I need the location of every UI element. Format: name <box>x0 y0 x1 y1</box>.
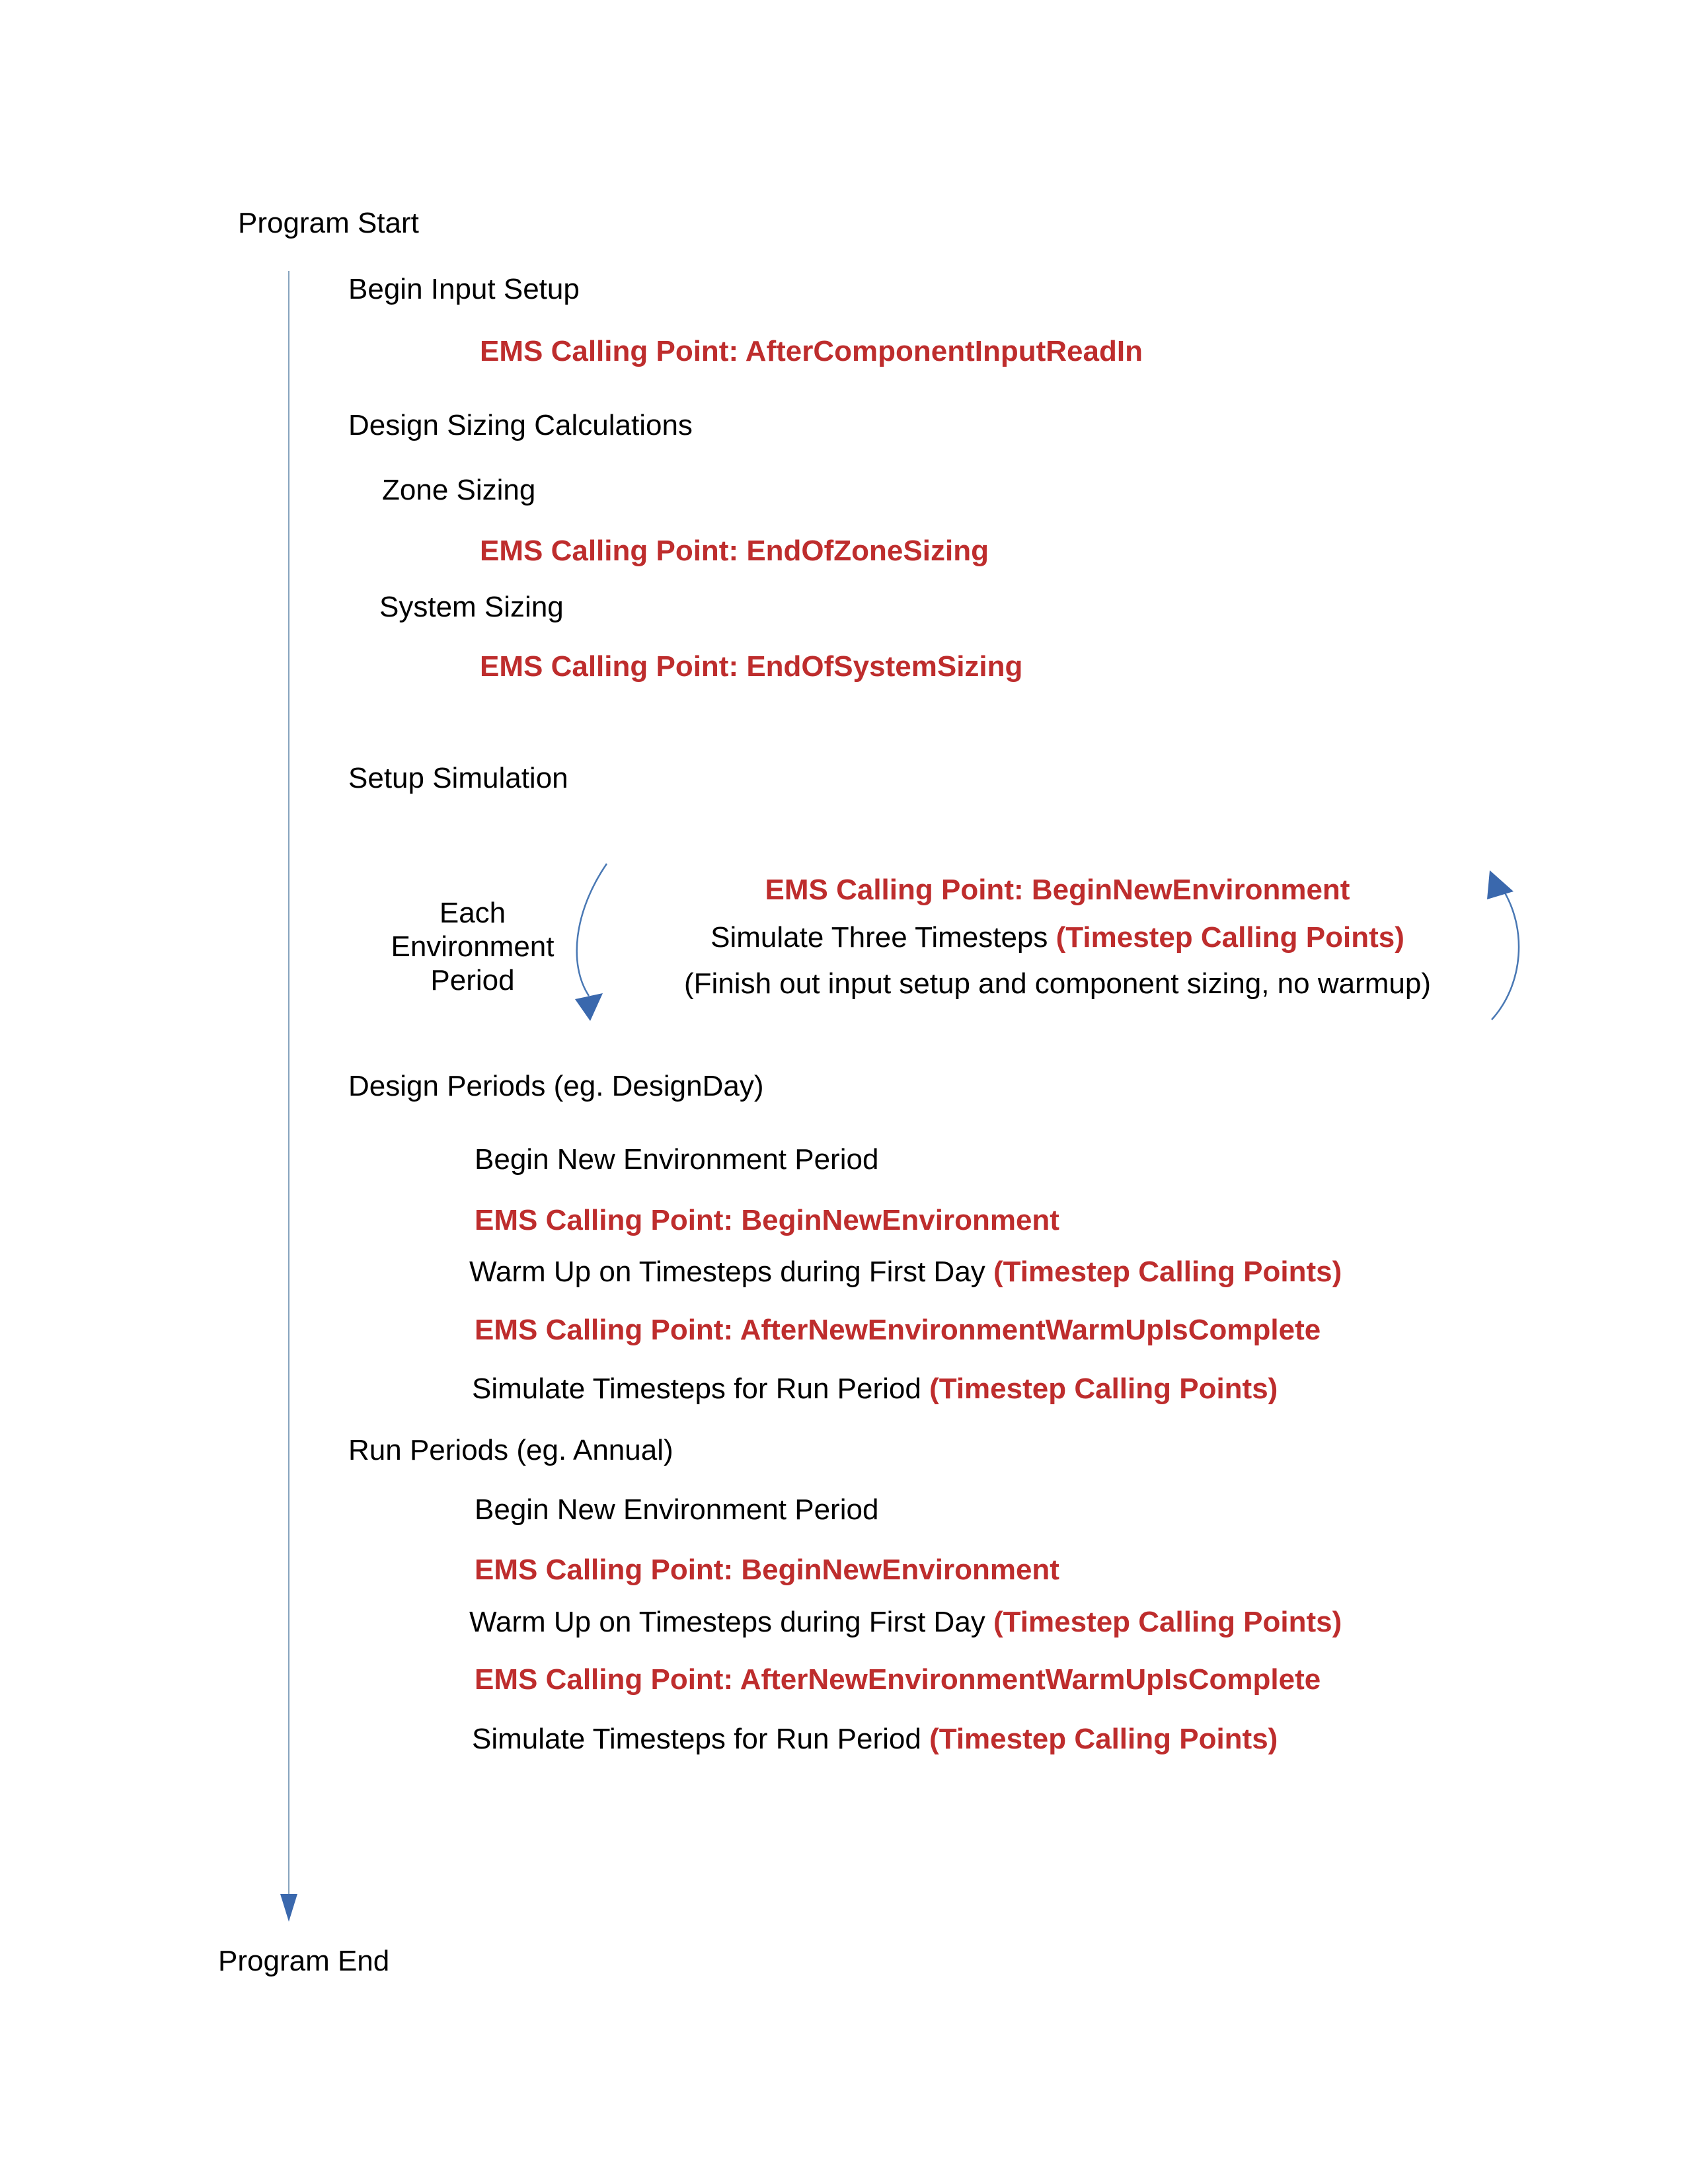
run-periods-heading: Run Periods (eg. Annual) <box>348 1434 673 1466</box>
loop-simulate-three-timesteps-line <box>608 921 1507 954</box>
ems-end-of-zone-sizing-label: EMS Calling Point: EndOfZoneSizing <box>480 535 989 567</box>
rp-ems-begin-new-environment-label: EMS Calling Point: BeginNewEnvironment <box>475 1554 1059 1586</box>
system-sizing-label: System Sizing <box>379 591 564 623</box>
dp-simulate-run-period-line <box>472 1372 1278 1406</box>
timestep-calling-points-text: (Timestep Calling Points) <box>1055 921 1404 954</box>
rp-simulate-red-text: (Timestep Calling Points) <box>929 1723 1278 1755</box>
design-periods-heading: Design Periods (eg. DesignDay) <box>348 1070 764 1102</box>
loop-arrow-right-icon <box>1461 856 1540 1034</box>
flow-arrow-down-icon <box>280 1894 297 1922</box>
flow-line <box>288 271 289 1895</box>
loop-arrow-left-icon <box>555 856 621 1034</box>
design-sizing-calculations-label: Design Sizing Calculations <box>348 409 693 441</box>
dp-ems-after-warmup-label: EMS Calling Point: AfterNewEnvironmentWarmUpIsComplete <box>475 1314 1321 1346</box>
dp-simulate-text: Simulate Timesteps for Run Period <box>472 1373 930 1405</box>
dp-warm-up-red-text: (Timestep Calling Points) <box>993 1256 1342 1288</box>
loop-ems-begin-new-environment-label: EMS Calling Point: BeginNewEnvironment <box>765 874 1350 906</box>
ems-after-component-input-label: EMS Calling Point: AfterComponentInputReadIn <box>480 335 1143 367</box>
each-environment-period-label: Each Environment Period <box>391 897 555 997</box>
rp-warm-up-line <box>469 1605 1342 1639</box>
rp-warm-up-red-text: (Timestep Calling Points) <box>993 1606 1342 1638</box>
rp-simulate-run-period-line <box>472 1722 1278 1756</box>
dp-simulate-red-text: (Timestep Calling Points) <box>929 1373 1278 1405</box>
zone-sizing-label: Zone Sizing <box>382 474 536 506</box>
setup-simulation-label: Setup Simulation <box>348 762 568 794</box>
rp-warm-up-text: Warm Up on Timesteps during First Day <box>469 1606 994 1638</box>
rp-ems-after-warmup-label: EMS Calling Point: AfterNewEnvironmentWarmUpIsComplete <box>475 1663 1321 1696</box>
dp-ems-begin-new-environment-label: EMS Calling Point: BeginNewEnvironment <box>475 1204 1059 1236</box>
ems-end-of-system-sizing-label: EMS Calling Point: EndOfSystemSizing <box>480 650 1023 683</box>
loop-finish-note-label: (Finish out input setup and component sizing, no warmup) <box>684 967 1431 1000</box>
dp-begin-new-environment-period-label: Begin New Environment Period <box>475 1143 879 1176</box>
program-end-label: Program End <box>218 1945 390 1977</box>
rp-simulate-text: Simulate Timesteps for Run Period <box>472 1723 930 1755</box>
dp-warm-up-line <box>469 1255 1342 1289</box>
begin-input-setup-label: Begin Input Setup <box>348 273 580 305</box>
rp-begin-new-environment-period-label: Begin New Environment Period <box>475 1493 879 1526</box>
dp-warm-up-text: Warm Up on Timesteps during First Day <box>469 1256 994 1288</box>
simulate-three-timesteps-text: Simulate Three Timesteps <box>710 921 1056 954</box>
program-start-label: Program Start <box>238 207 419 239</box>
